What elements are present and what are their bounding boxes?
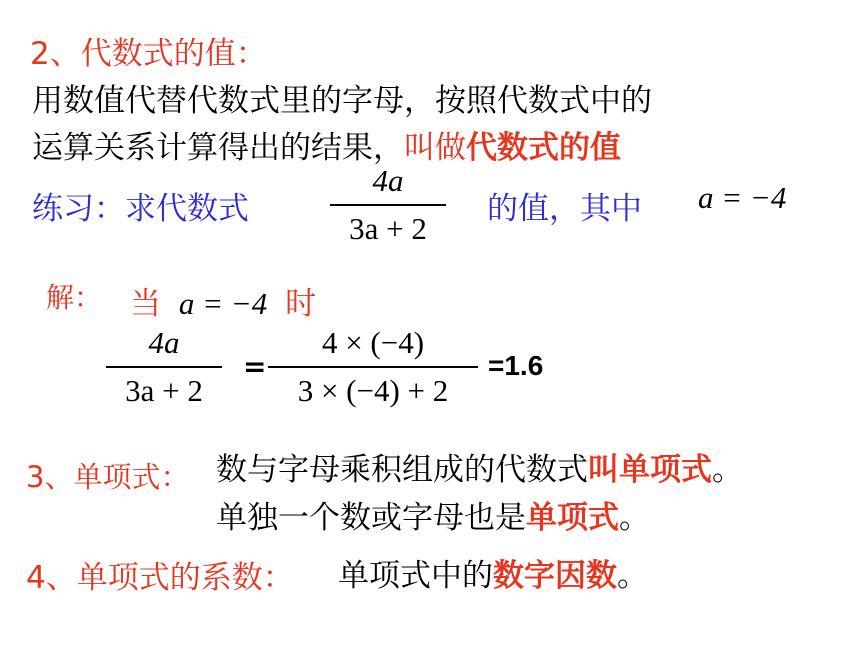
fraction-bar — [330, 204, 446, 206]
section-3-heading — [26, 455, 189, 496]
exercise-condition — [698, 180, 786, 216]
solution-label — [46, 276, 102, 316]
lhs-numerator: 4a — [148, 325, 180, 360]
exercise-middle — [487, 183, 642, 228]
solution-label-text: 解： — [46, 281, 103, 314]
monomial-term: 叫单项式 — [588, 452, 712, 488]
solution-shi: 时 — [285, 286, 317, 322]
fraction-bar — [106, 366, 222, 368]
solution-condition: a = −4 — [178, 286, 268, 321]
section-4-heading — [26, 552, 294, 597]
coefficient-def-text: 单项式中的 — [338, 558, 493, 594]
solution-rhs-fraction — [268, 324, 478, 410]
monomial-def-text-2: 单独一个数或字母也是 — [216, 500, 526, 536]
section-3-heading-text: 3、单项式： — [26, 460, 190, 494]
section-4-text — [338, 550, 648, 595]
coefficient-term: 数字因数 — [493, 558, 617, 594]
rhs-numerator: 4 × (−4) — [321, 325, 425, 360]
period: 。 — [617, 558, 648, 594]
period: 。 — [619, 500, 650, 536]
section-2-line-1 — [32, 75, 652, 120]
exercise-label-text: 练习：求代数式 — [32, 191, 249, 227]
solution-when: 当 — [130, 286, 161, 322]
monomial-term-2: 单项式 — [526, 500, 619, 536]
section-3-line-2 — [216, 492, 650, 537]
definition-term: 代数式的值 — [466, 130, 621, 166]
exercise-middle-text: 的值，其中 — [487, 191, 642, 227]
lhs-denominator: 3a + 2 — [125, 372, 203, 408]
section-2-heading-text: 2、代数式的值： — [30, 36, 267, 72]
result-text: =1.6 — [488, 350, 544, 381]
exercise-label — [32, 183, 249, 228]
fraction-bar — [268, 366, 478, 368]
monomial-def-text: 数与字母乘积组成的代数式 — [216, 452, 588, 488]
definition-text-1: 用数值代替代数式里的字母，按照代数式中的 — [32, 83, 652, 119]
exercise-fraction-numerator: 4a — [372, 163, 404, 198]
section-4-heading-text: 4、单项式的系数： — [26, 560, 294, 596]
solution-lhs-fraction — [106, 324, 222, 410]
exercise-fraction-denominator: 3a + 2 — [349, 210, 427, 246]
exercise-fraction — [330, 162, 446, 248]
equals-text: = — [243, 350, 267, 383]
section-2-heading — [30, 28, 267, 73]
definition-text-2: 运算关系计算得出的结果， — [32, 130, 404, 166]
section-3-line-1 — [216, 444, 743, 489]
solution-condition-line — [130, 278, 316, 323]
result-value — [488, 350, 543, 382]
period: 。 — [712, 452, 743, 488]
exercise-condition-text: a = −4 — [698, 180, 787, 215]
section-2-line-2 — [32, 122, 621, 167]
definition-highlight: 叫做 — [404, 130, 466, 166]
equals-sign — [243, 350, 266, 383]
rhs-denominator: 3 × (−4) + 2 — [297, 372, 449, 408]
